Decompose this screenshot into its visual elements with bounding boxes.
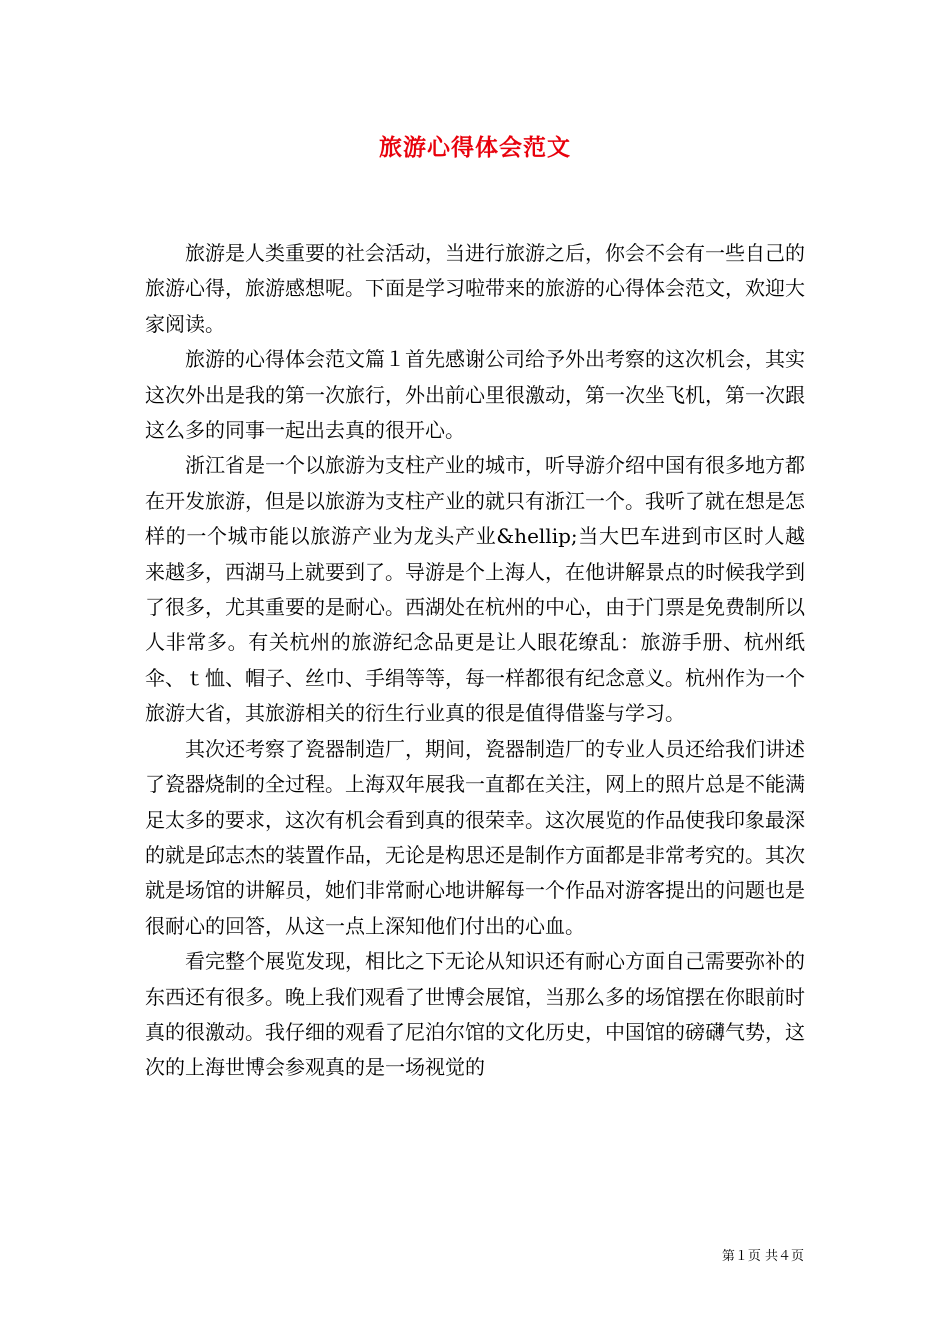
paragraph-2: 浙江省是一个以旅游为支柱产业的城市，听导游介绍中国有很多地方都在开发旅游，但是以旅游为支柱产业的就只有浙江一个。我听了就在想是怎样的一个城市能以旅游产业为龙头产业&hellip;当大巴车进到市区时人越来越多，西湖马上就要到了。导游是个上海人，在他讲解景点的时候我学到了很多，尤其重要的是耐心。西湖处在杭州的中心，由于门票是免费制所以人非常多。有关杭州的旅游纪念品更是让人眼花缭乱：旅游手册、杭州纸伞、ｔ恤、帽子、丝巾、手绢等等，每一样都很有纪念意义。杭州作为一个旅游大省，其旅游相关的衍生行业真的很是值得借鉴与学习。 (145, 453, 805, 726)
page-number-footer: 第１页 共４页 (721, 1249, 804, 1264)
document-title: 旅游心得体会范文 (379, 134, 571, 161)
document-body (145, 236, 805, 1086)
paragraph-1: 旅游的心得体会范文篇１首先感谢公司给予外出考察的这次机会，其实这次外出是我的第一次旅行，外出前心里很激动，第一次坐飞机，第一次跟这么多的同事一起出去真的很开心。 (145, 347, 805, 443)
paragraph-intro: 旅游是人类重要的社会活动，当进行旅游之后，你会不会有一些自己的旅游心得，旅游感想呢。下面是学习啦带来的旅游的心得体会范文，欢迎大家阅读。 (145, 241, 805, 336)
paragraph-4: 看完整个展览发现，相比之下无论从知识还有耐心方面自己需要弥补的东西还有很多。晚上我们观看了世博会展馆，当那么多的场馆摆在你眼前时真的很激动。我仔细的观看了尼泊尔馆的文化历史，中国馆的磅礴气势，这次的上海世博会参观真的是一场视觉的 (145, 949, 805, 1080)
paragraph-3: 其次还考察了瓷器制造厂，期间，瓷器制造厂的专业人员还给我们讲述了瓷器烧制的全过程。上海双年展我一直都在关注，网上的照片总是不能满足太多的要求，这次有机会看到真的很荣幸。这次展览的作品使我印象最深的就是邱志杰的装置作品，无论是构思还是制作方面都是非常考究的。其次就是场馆的讲解员，她们非常耐心地讲解每一个作品对游客提出的问题也是很耐心的回答，从这一点上深知他们付出的心血。 (145, 736, 805, 938)
